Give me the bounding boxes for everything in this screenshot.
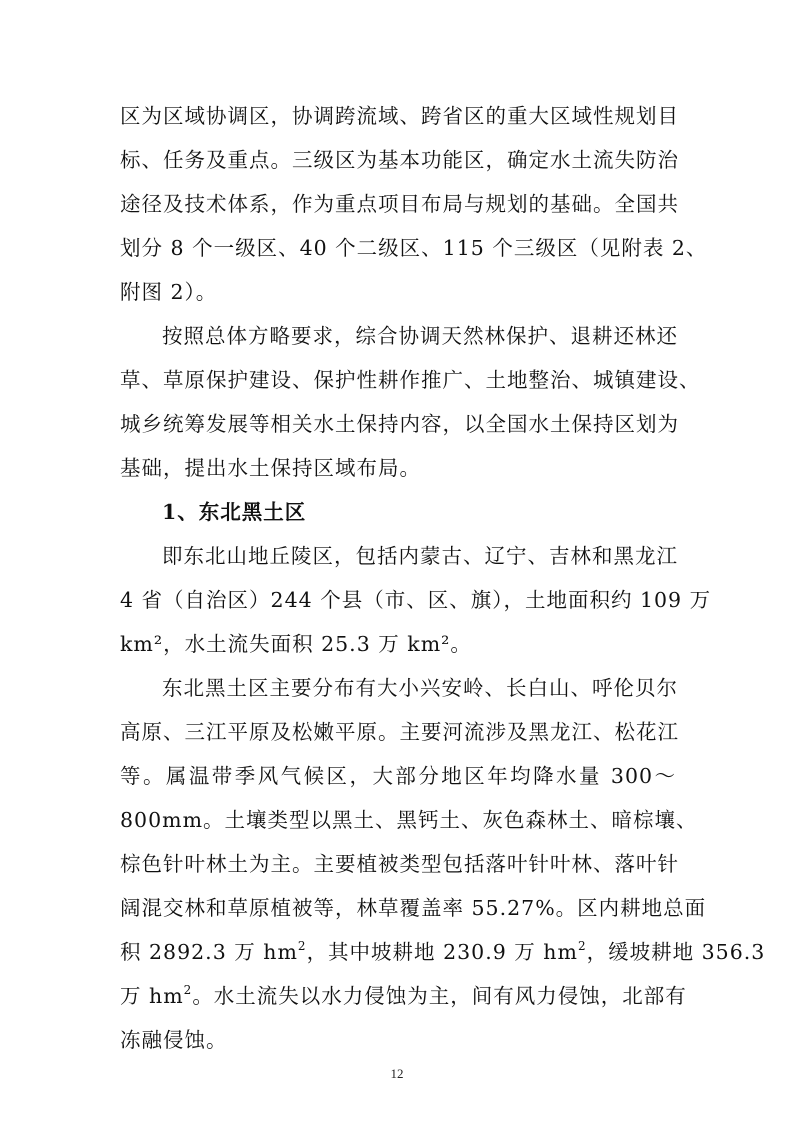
text-segment: ，缓坡耕地 356.3 (586, 940, 766, 964)
superscript: 2 (183, 983, 193, 998)
text-line: km²，水土流失面积 25.3 万 km²。 (120, 632, 472, 656)
text-line: 划分 8 个一级区、40 个二级区、115 个三级区（见附表 2、 (120, 236, 708, 260)
text-segment: 。水土流失以水力侵蚀为主，间有风力侵蚀，北部有 (192, 984, 687, 1008)
text-line: 棕色针叶林土为主。主要植被类型包括落叶针叶林、落叶针 (120, 852, 679, 876)
text-line-with-superscript (120, 982, 687, 1010)
text-segment: ，其中坡耕地 230.9 万 hm (306, 940, 578, 964)
text-line: 阔混交林和草原植被等，林草覆盖率 55.27%。区内耕地总面 (120, 896, 707, 920)
text-line: 按照总体方略要求，综合协调天然林保护、退耕还林还 (162, 324, 678, 348)
text-segment: 积 2892.3 万 hm (120, 940, 298, 964)
text-line: 标、任务及重点。三级区为基本功能区，确定水土流失防治 (120, 148, 679, 172)
page-number: 12 (390, 1066, 404, 1081)
text-line: 东北黑土区主要分布有大小兴安岭、长白山、呼伦贝尔 (162, 676, 678, 700)
text-line: 城乡统筹发展等相关水土保持内容，以全国水土保持区划为 (120, 412, 679, 436)
text-line: 草、草原保护建设、保护性耕作推广、土地整治、城镇建设、 (120, 368, 701, 392)
text-line-with-superscript (120, 938, 766, 966)
text-line: 途径及技术体系，作为重点项目布局与规划的基础。全国共 (120, 192, 679, 216)
text-line: 附图 2）。 (120, 280, 218, 304)
text-line: 即东北山地丘陵区，包括内蒙古、辽宁、吉林和黑龙江 (162, 544, 678, 568)
superscript: 2 (577, 939, 587, 954)
superscript: 2 (297, 939, 307, 954)
text-line: 区为区域协调区，协调跨流域、跨省区的重大区域性规划目 (120, 104, 679, 128)
text-line: 等。属温带季风气候区，大部分地区年均降水量 300～ (120, 764, 676, 788)
text-line: 冻融侵蚀。 (120, 1028, 228, 1052)
text-line: 基础，提出水土保持区域布局。 (120, 456, 421, 480)
section-heading: 1、东北黑土区 (162, 500, 307, 524)
text-line: 800mm。土壤类型以黑土、黑钙土、灰色森林土、暗棕壤、 (120, 808, 698, 832)
text-line: 4 省（自治区）244 个县（市、区、旗），土地面积约 109 万 (120, 588, 712, 612)
text-segment: 万 hm (120, 984, 184, 1008)
text-line: 高原、三江平原及松嫩平原。主要河流涉及黑龙江、松花江 (120, 720, 679, 744)
